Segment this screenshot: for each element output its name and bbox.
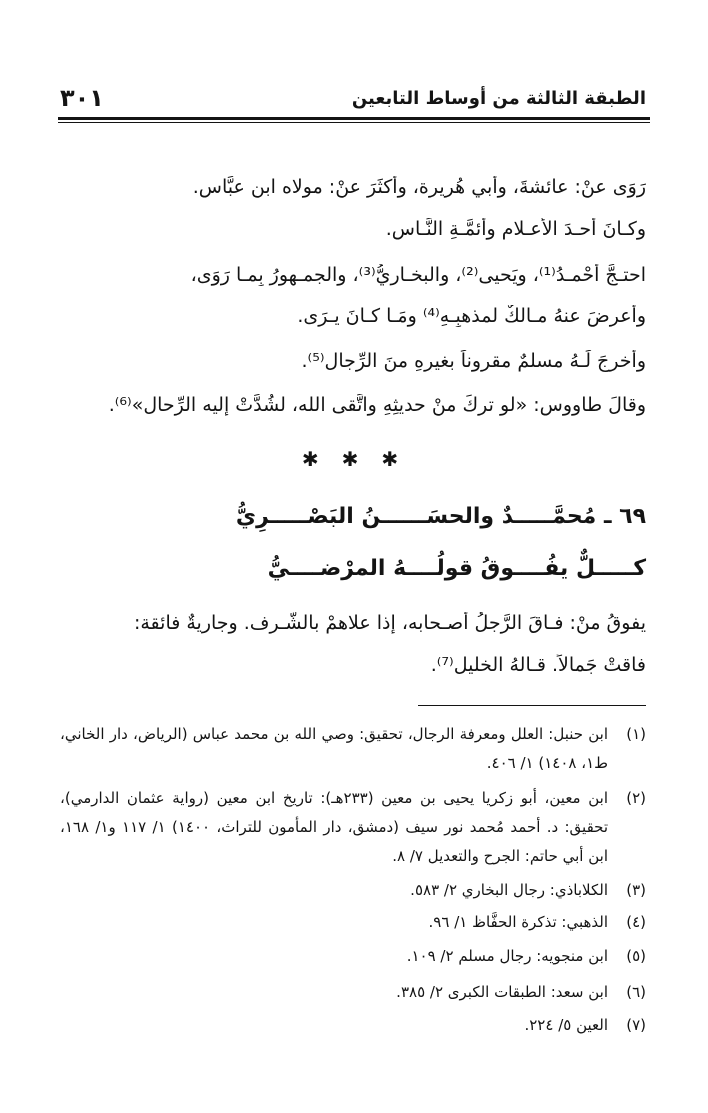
section-separator: ✱ ✱ ✱ (301, 447, 407, 471)
footnote-number: (٦) (626, 983, 646, 1001)
entry-subheading: كـــــلٌّ يفُــــوقُ قولُــــهُ المرْضــــيُّ (267, 556, 646, 581)
footnote-6 (60, 978, 646, 1007)
footnote-1 (60, 720, 646, 778)
entry-heading: ٦٩ ـ مُحمَّـــــدٌ والحسَــــــنُ البَصْـــــرِيُّ (235, 504, 646, 529)
body-line-3: احتـجَّ أحْمـدُ⁽¹⁾، ويَحيى⁽²⁾، والبخـاريُّ⁽³⁾، والجمـهورُ بِمـا رَوَى، (190, 264, 646, 286)
footnote-separator (418, 705, 646, 706)
page-header (60, 84, 648, 114)
footnote-7 (60, 1011, 646, 1040)
body-line-2: وكـانَ أحـدَ الأعـلامِ وأئمَّـةِ النَّـاس. (385, 218, 646, 240)
footnote-text: ابن معين، أبو زكريا يحيى بن معين (٢٣٣هـ): تاريخ ابن معين (رواية عثمان الدارمي)، تحقيق: د. أحمد مُحمد نور سيف (دمشق، دار المأمون للتراث، ١٤٠٠) ١/ ١١٧ و١/ ١٦٨، ابن أبي حاتم: الجرح والتعديل ٧/ ٨. (60, 789, 609, 865)
footnote-text: العين ٥/ ٢٢٤. (524, 1016, 608, 1034)
body-line-4: وأعرضَ عنهُ مـالكٌ لمذهبِـهِ⁽⁴⁾ ومَـا كـانَ يـرَى. (297, 305, 646, 327)
definition-line-1: يفوقُ منْ: فـاقَ الرَّجلُ أصـحابه، إذا علاهمْ بالشَّـرف. وجاريةٌ فائقة: (133, 612, 646, 634)
footnote-number: (١) (626, 725, 646, 743)
footnote-3 (60, 876, 646, 905)
footnote-text: الذهبي: تذكرة الحفَّاظ ١/ ٩٦. (428, 913, 608, 931)
footnote-number: (٥) (626, 947, 646, 965)
header-rule-thick (58, 117, 650, 120)
footnote-text: ابن منجويه: رجال مسلم ٢/ ١٠٩. (406, 947, 608, 965)
footnote-number: (٤) (626, 913, 646, 931)
definition-line-2: فاقتْ جَمالاً. قـالهُ الخليل⁽⁷⁾. (430, 654, 646, 676)
body-line-1: رَوَى عنْ: عائشةَ، وأبي هُريرة، وأكثَرَ عنْ: مولاه ابن عبَّاس. (192, 176, 646, 198)
footnote-text: ابن سعد: الطبقات الكبرى ٢/ ٣٨٥. (396, 983, 608, 1001)
footnote-number: (٣) (626, 881, 646, 899)
header-rule-thin (58, 122, 650, 123)
body-line-5: وأخرجَ لَـهُ مسلمٌ مقروناً بغيرِهِ منَ الرِّجال⁽⁵⁾. (301, 350, 646, 372)
body-line-6: وقالَ طاووس: «لو تركَ منْ حديثِهِ واتَّقى الله، لشُدَّتْ إليه الرِّحال»⁽⁶⁾. (108, 394, 646, 416)
footnote-4 (60, 908, 646, 937)
running-title: الطبقة الثالثة من أوساط التابعين (351, 88, 646, 109)
footnote-2 (60, 784, 646, 871)
page-number: ٣٠١ (60, 84, 104, 112)
footnote-text: ابن حنبل: العلل ومعرفة الرجال، تحقيق: وصي الله بن محمد عباس (الرياض، دار الخاني، ط١، ١٤٠٨) ١/ ٤٠٦. (60, 725, 608, 772)
footnote-number: (٧) (626, 1016, 646, 1034)
footnote-text: الكلاباذي: رجال البخاري ٢/ ٥٨٣. (410, 881, 608, 899)
footnote-5 (60, 942, 646, 971)
footnote-number: (٢) (626, 789, 646, 807)
